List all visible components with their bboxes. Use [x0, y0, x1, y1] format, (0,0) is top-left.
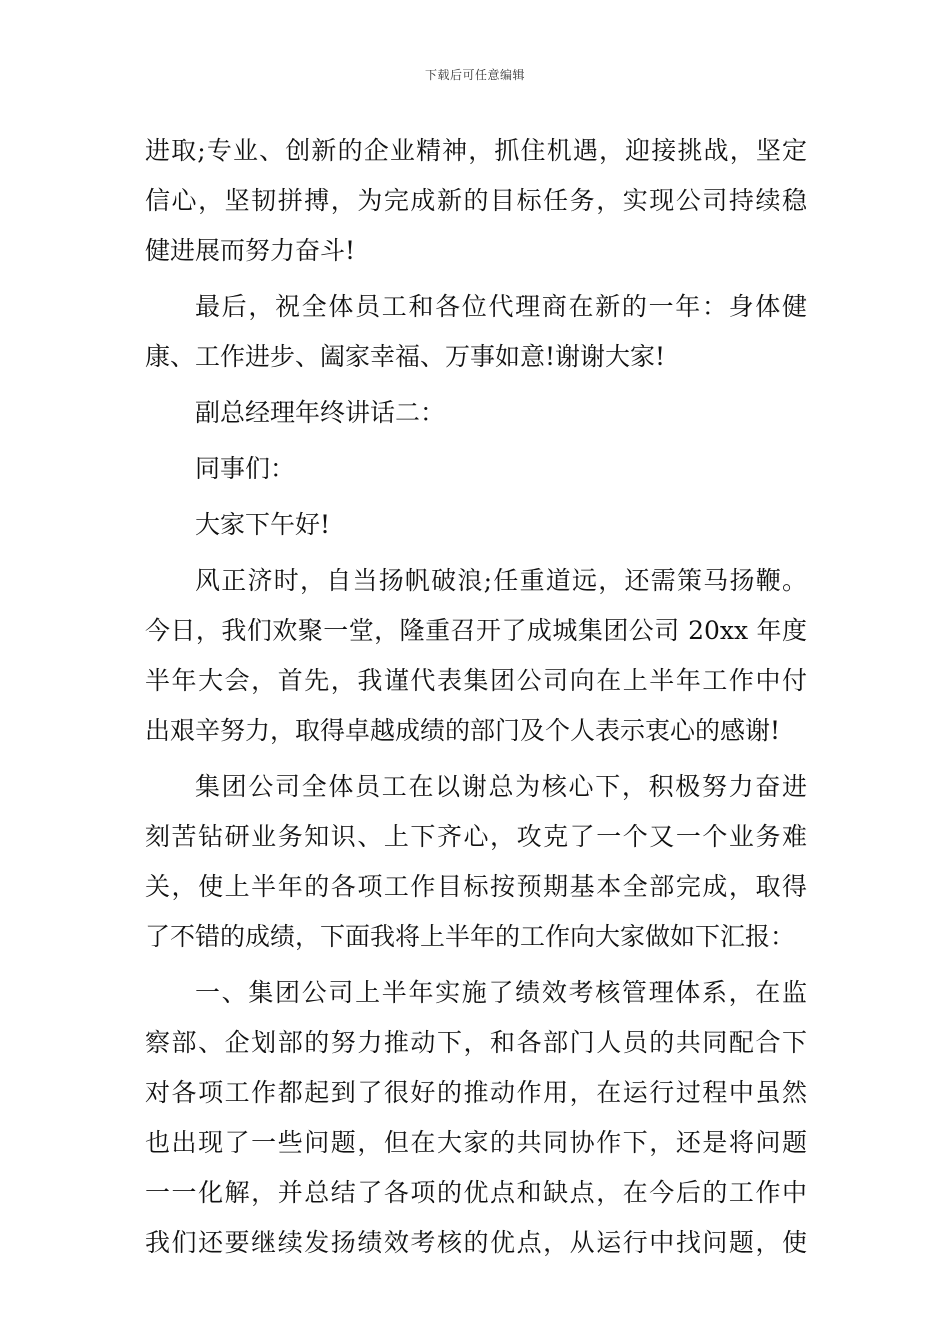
text-line: 半年大会，首先，我谨代表集团公司向在上半年工作中付 [145, 666, 807, 695]
text-line: 也出现了一些问题，但在大家的共同协作下，还是将问题 [145, 1128, 807, 1157]
text-line: 我们还要继续发扬绩效考核的优点，从运行中找问题，使 [145, 1228, 807, 1257]
text-line: 察部、企划部的努力推动下，和各部门人员的共同配合下 [145, 1028, 807, 1057]
salutation: 同事们： [195, 454, 296, 483]
document-body [145, 126, 807, 1268]
text-line: 最后，祝全体员工和各位代理商在新的一年：身体健 [195, 292, 807, 321]
text-line: 康、工作进步、阖家幸福、万事如意!谢谢大家! [145, 342, 666, 371]
greeting: 大家下午好! [195, 510, 331, 539]
text-line: 今日，我们欢聚一堂，隆重召开了成城集团公司 20xx 年度 [145, 616, 807, 645]
text-line: 风正济时，自当扬帆破浪;任重道远，还需策马扬鞭。 [195, 566, 807, 595]
text-line: 一、集团公司上半年实施了绩效考核管理体系，在监 [195, 978, 807, 1007]
text-line: 刻苦钻研业务知识、上下齐心，攻克了一个又一个业务难 [145, 822, 807, 851]
text-line: 关，使上半年的各项工作目标按预期基本全部完成，取得 [145, 872, 807, 901]
text-line: 进取;专业、创新的企业精神，抓住机遇，迎接挑战，坚定 [145, 136, 807, 165]
text-line: 信心，坚韧拼搏，为完成新的目标任务，实现公司持续稳 [145, 186, 807, 215]
text-line: 一一化解，并总结了各项的优点和缺点，在今后的工作中 [145, 1178, 807, 1207]
header-note: 下载后可任意编辑 [424, 68, 525, 82]
text-line: 了不错的成绩，下面我将上半年的工作向大家做如下汇报： [145, 922, 796, 951]
text-line: 健进展而努力奋斗! [145, 236, 356, 265]
section-heading: 副总经理年终讲话二： [195, 398, 446, 427]
text-line: 对各项工作都起到了很好的推动作用，在运行过程中虽然 [145, 1078, 807, 1107]
text-line: 集团公司全体员工在以谢总为核心下，积极努力奋进 [195, 772, 807, 801]
text-line: 出艰辛努力，取得卓越成绩的部门及个人表示衷心的感谢! [145, 716, 781, 745]
